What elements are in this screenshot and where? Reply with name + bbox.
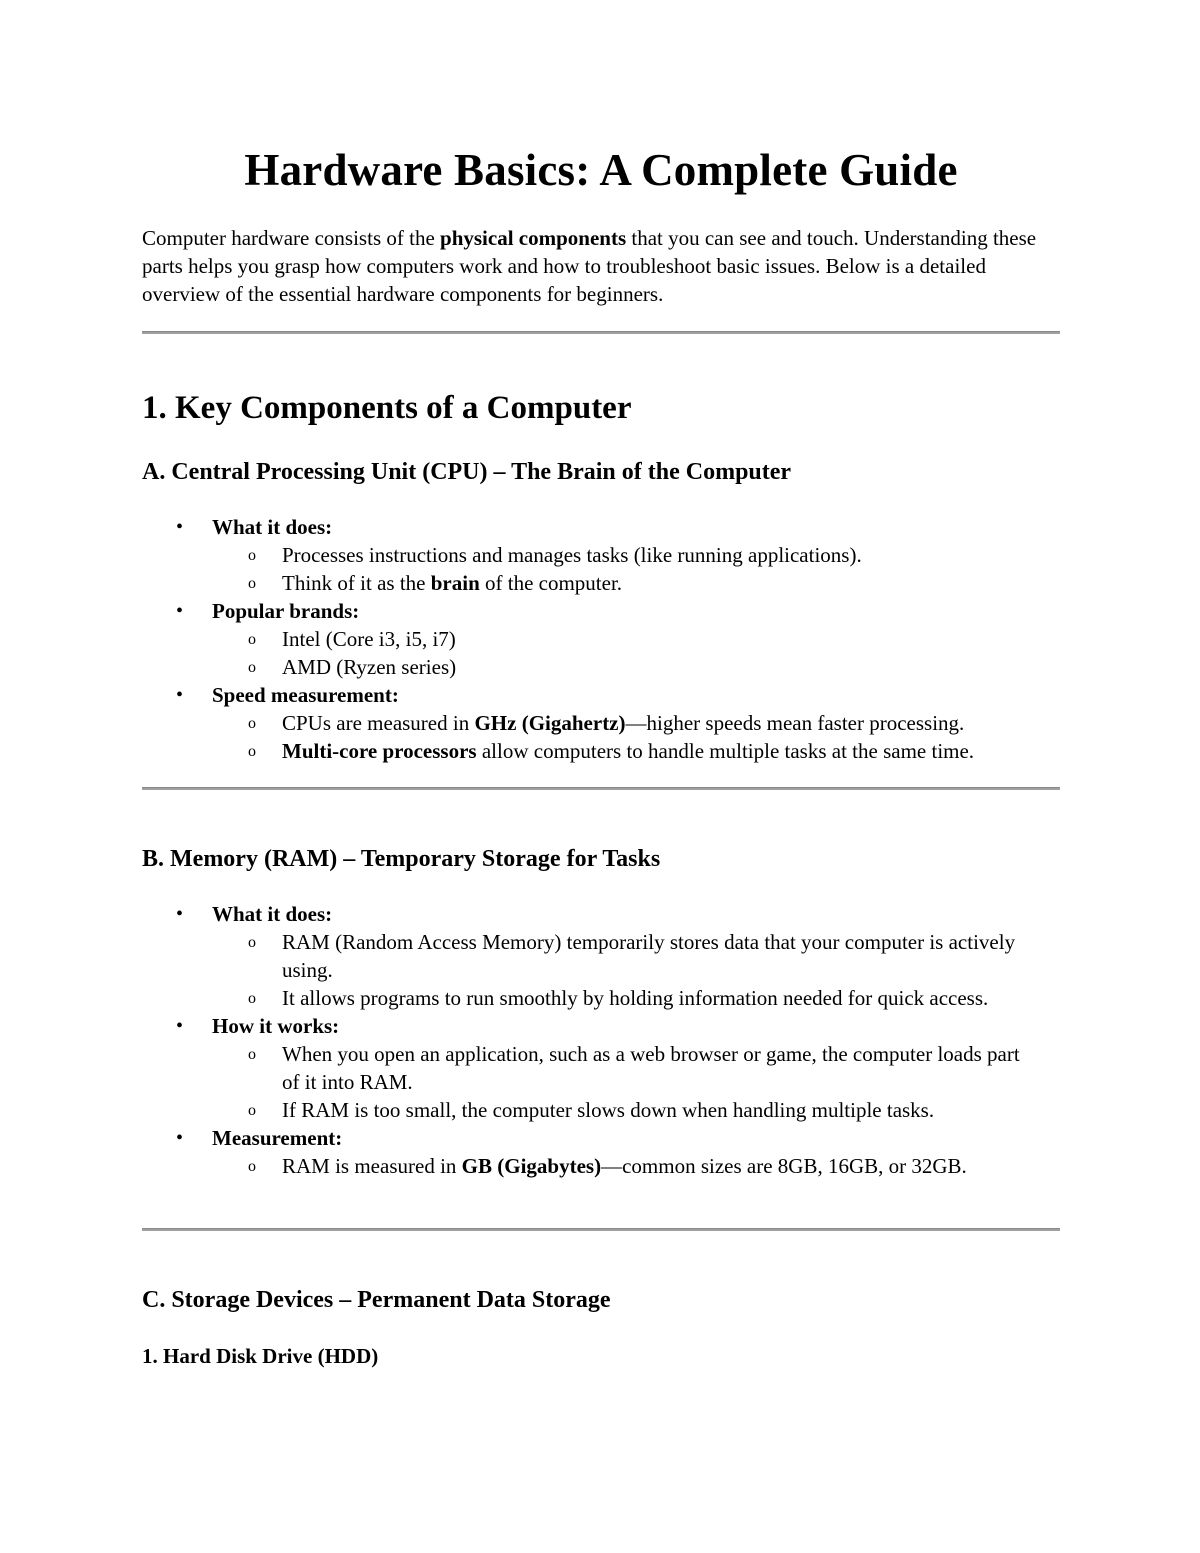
list-item-text: Intel (Core i3, i5, i7) <box>282 627 456 651</box>
subsection-heading-storage: C. Storage Devices – Permanent Data Storage <box>142 1287 611 1313</box>
bullet-glyph: • <box>176 684 184 706</box>
bullet-glyph: • <box>176 1015 184 1037</box>
list-item <box>142 1040 1060 1096</box>
section-heading-key-components: 1. Key Components of a Computer <box>142 390 632 426</box>
list-item-text: —common sizes are 8GB, 16GB, or 32GB. <box>601 1154 967 1178</box>
list-item <box>142 569 1060 597</box>
list-item-text: allow computers to handle multiple tasks at the same time. <box>476 739 975 763</box>
list-item <box>142 984 1060 1012</box>
list-item <box>142 681 1060 709</box>
list-item <box>142 1152 1060 1180</box>
intro-text-before: Computer hardware consists of the <box>142 226 441 250</box>
sub-bullet-glyph: o <box>248 990 256 1007</box>
bullet-label: Speed measurement: <box>212 683 399 707</box>
list-item-text: AMD (Ryzen series) <box>282 655 457 679</box>
list-item-text: When you open an application, such as a web browser or game, the computer loads part of it into RAM. <box>282 1042 1020 1094</box>
cpu-list <box>142 513 1060 765</box>
list-item-text: Processes instructions and manages tasks (like running applications). <box>282 543 862 567</box>
horizontal-rule-3 <box>142 1228 1060 1231</box>
sub-bullet-glyph: o <box>248 715 256 732</box>
intro-paragraph <box>142 224 1060 308</box>
ram-list <box>142 900 1060 1180</box>
list-item-bold: GHz (Gigahertz) <box>474 711 626 735</box>
bullet-label: What it does: <box>212 515 333 539</box>
list-item-text: —higher speeds mean faster processing. <box>625 711 965 735</box>
intro-text-bold: physical components <box>440 226 627 250</box>
bullet-glyph: • <box>176 1127 184 1149</box>
sub-bullet-glyph: o <box>248 743 256 760</box>
horizontal-rule-2 <box>142 787 1060 790</box>
subsection-heading-hdd: 1. Hard Disk Drive (HDD) <box>142 1344 379 1368</box>
list-item-text: It allows programs to run smoothly by holding information needed for quick access. <box>282 986 989 1010</box>
document-title: Hardware Basics: A Complete Guide <box>244 145 958 195</box>
list-item <box>142 653 1060 681</box>
list-item-text: of the computer. <box>479 571 623 595</box>
sub-bullet-glyph: o <box>248 575 256 592</box>
sub-bullet-glyph: o <box>248 1102 256 1119</box>
bullet-glyph: • <box>176 903 184 925</box>
list-item <box>142 625 1060 653</box>
list-item <box>142 900 1060 928</box>
list-item-text: CPUs are measured in <box>282 711 475 735</box>
list-item <box>142 541 1060 569</box>
list-item <box>142 709 1060 737</box>
sub-bullet-glyph: o <box>248 631 256 648</box>
sub-bullet-glyph: o <box>248 547 256 564</box>
intro-text-after: that you can see and touch. Understanding these parts helps you grasp how computers work and how to troubleshoot basic issues. Below is a detailed overview of the essential hardware components for beginners. <box>142 226 1037 306</box>
list-item-bold: GB (Gigabytes) <box>461 1154 602 1178</box>
list-item-text: Think of it as the <box>282 571 431 595</box>
subsection-heading-cpu: A. Central Processing Unit (CPU) – The Brain of the Computer <box>142 459 792 485</box>
bullet-label: Measurement: <box>212 1126 343 1150</box>
list-item <box>142 513 1060 541</box>
list-item <box>142 1096 1060 1124</box>
list-item <box>142 597 1060 625</box>
list-item <box>142 737 1060 765</box>
sub-bullet-glyph: o <box>248 1046 256 1063</box>
list-item <box>142 928 1060 984</box>
bullet-label: What it does: <box>212 902 333 926</box>
sub-bullet-glyph: o <box>248 1158 256 1175</box>
list-item-text: RAM (Random Access Memory) temporarily stores data that your computer is actively using. <box>282 930 1016 982</box>
horizontal-rule-1 <box>142 331 1060 334</box>
list-item-text: RAM is measured in <box>282 1154 462 1178</box>
list-item-bold: Multi-core processors <box>282 739 477 763</box>
sub-bullet-glyph: o <box>248 934 256 951</box>
list-item-text: If RAM is too small, the computer slows down when handling multiple tasks. <box>282 1098 935 1122</box>
list-item <box>142 1124 1060 1152</box>
bullet-glyph: • <box>176 600 184 622</box>
bullet-glyph: • <box>176 516 184 538</box>
list-item-bold: brain <box>430 571 480 595</box>
bullet-label: How it works: <box>212 1014 340 1038</box>
list-item <box>142 1012 1060 1040</box>
bullet-label: Popular brands: <box>212 599 360 623</box>
subsection-heading-ram: B. Memory (RAM) – Temporary Storage for Tasks <box>142 846 661 872</box>
sub-bullet-glyph: o <box>248 659 256 676</box>
